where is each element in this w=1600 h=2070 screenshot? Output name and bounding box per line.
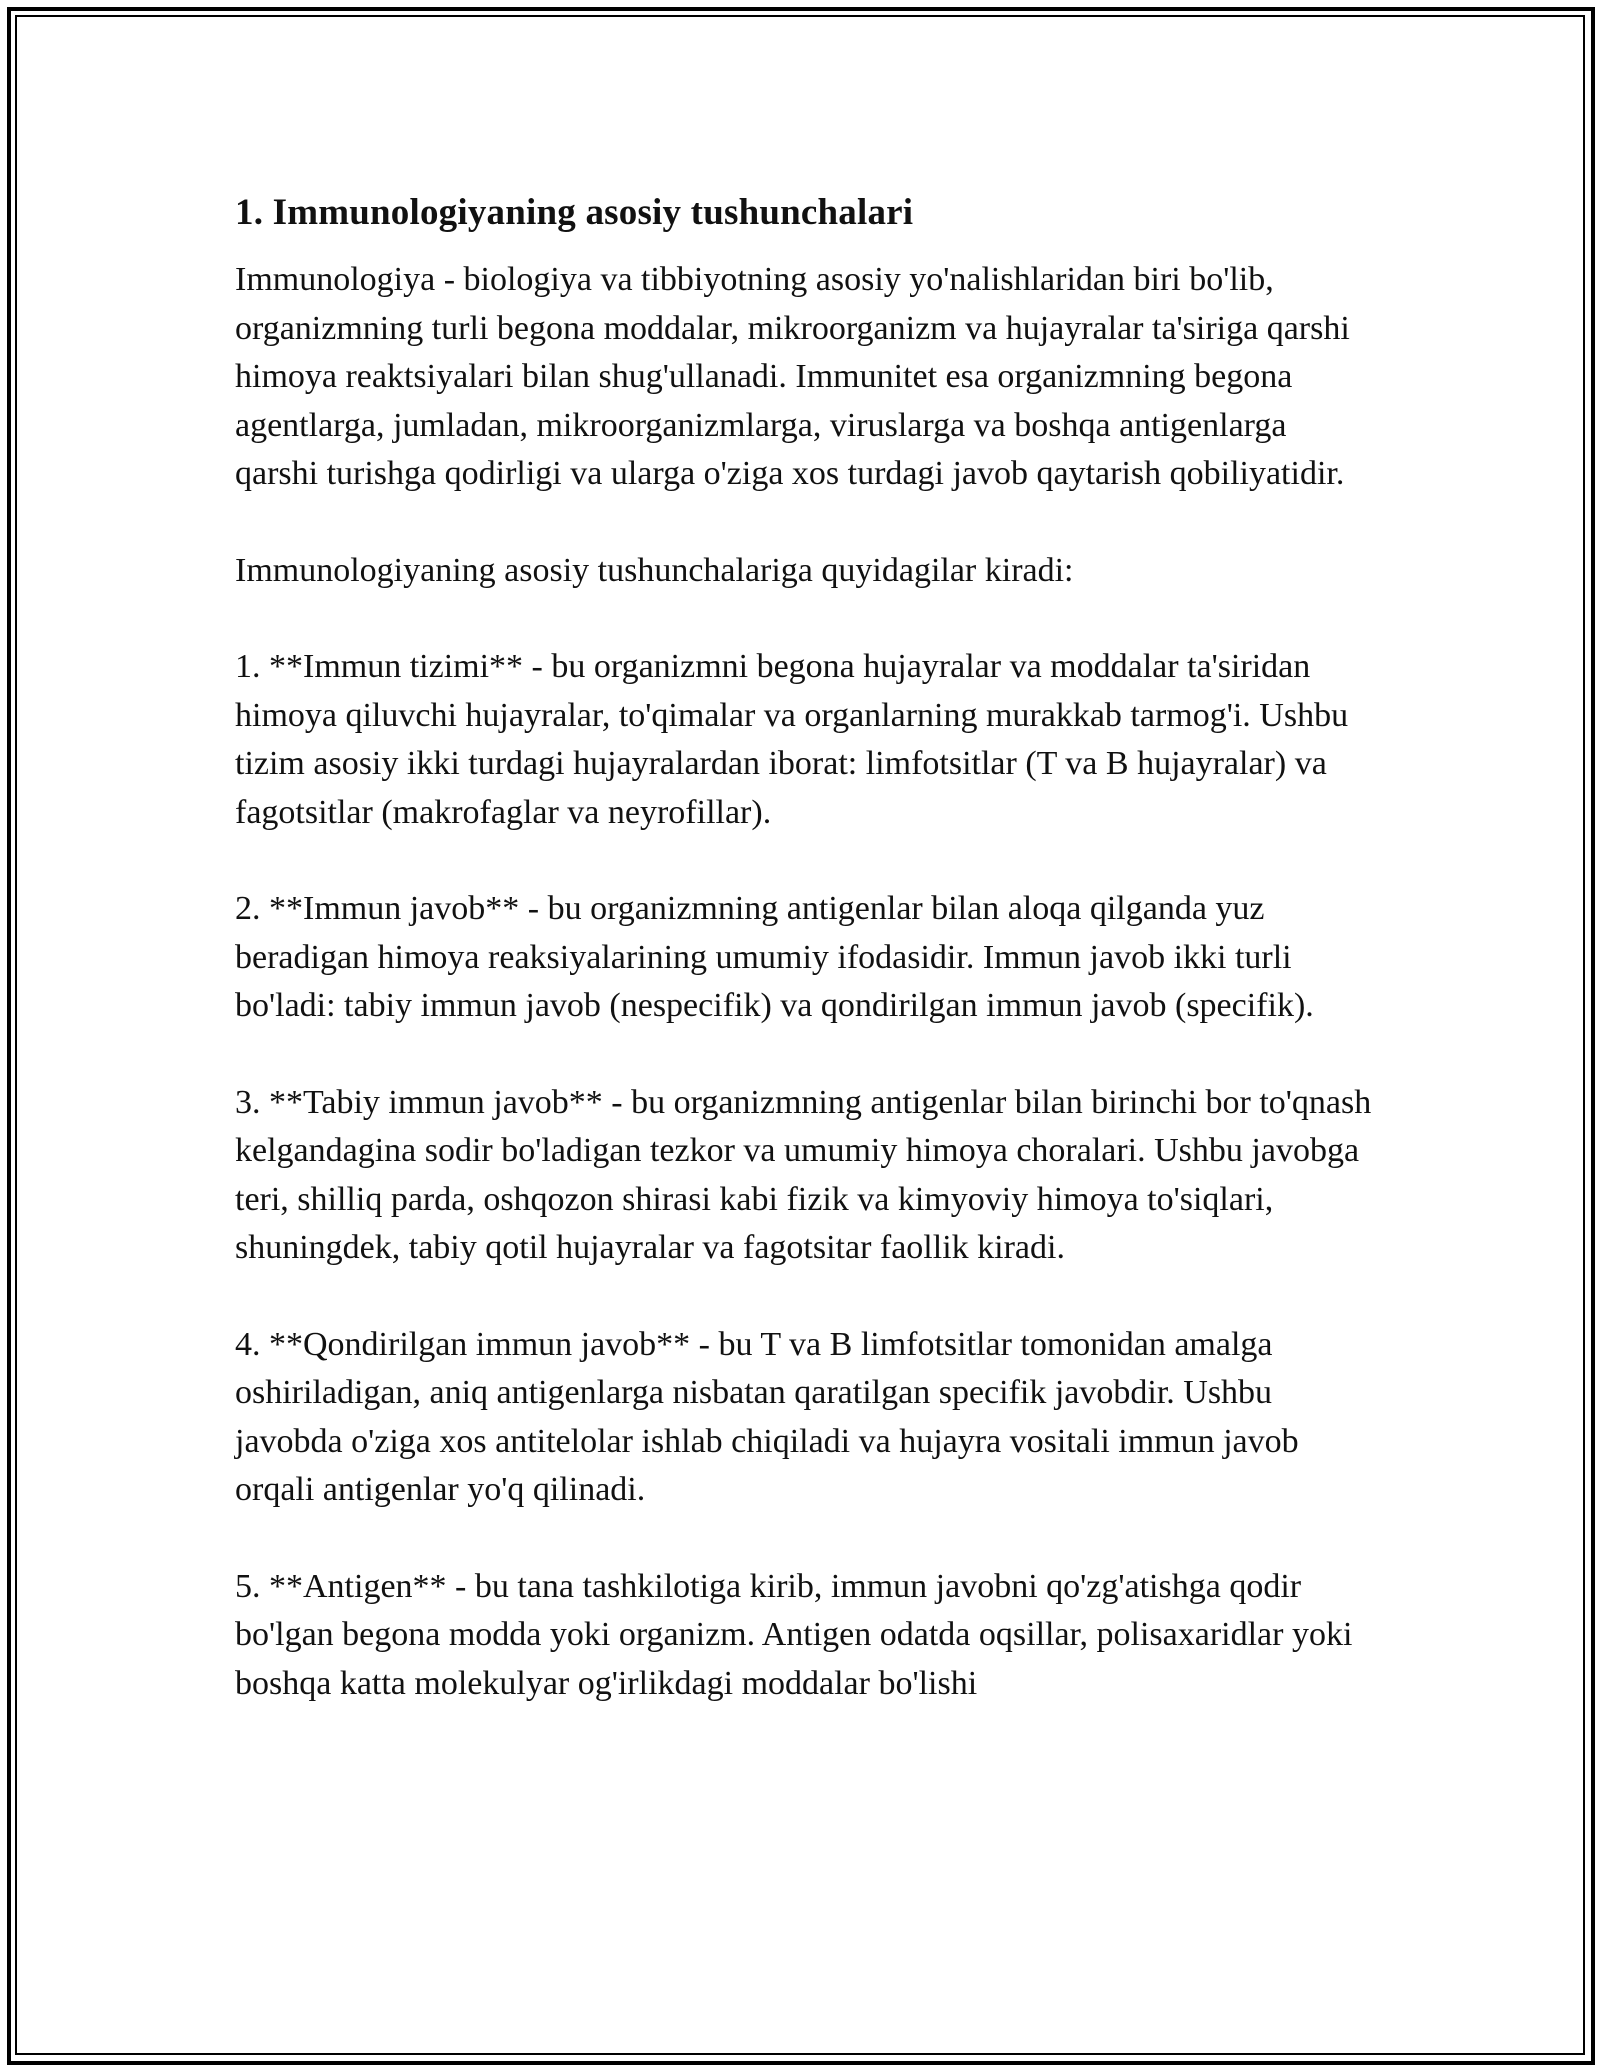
document-heading: 1. Immunologiyaning asosiy tushunchalari <box>235 192 914 233</box>
list-intro-paragraph: Immunologiyaning asosiy tushunchalariga quyidagilar kiradi: <box>235 551 1074 589</box>
document-body <box>235 188 1375 1756</box>
list-item-immun-javob: 2. **Immun javob** - bu organizmning antigenlar bilan aloqa qilganda yuz beradigan himoya reaksiyalarining umumiy ifodasidir. Immun javob ikki turli bo'ladi: tabiy immun javob (nespecifik) va qondirilgan immun javob (specifik). <box>235 890 1314 1024</box>
list-item-tabiy-immun-javob: 3. **Tabiy immun javob** - bu organizmning antigenlar bilan birinchi bor to'qnash kelgandagina sodir bo'ladigan tezkor va umumiy himoya choralari. Ushbu javobga teri, shilliq parda, oshqozon shirasi kabi fizik va kimyoviy himoya to'siqlari, shuningdek, tabiy qotil hujayralar va fagotsitar faollik kiradi. <box>235 1083 1372 1266</box>
list-item-antigen: 5. **Antigen** - bu tana tashkilotiga kirib, immun javobni qo'zg'atishga qodir bo'lgan begona modda yoki organizm. Antigen odatda oqsillar, polisaxaridlar yoki boshqa katta molekulyar og'irlikdagi moddalar bo'lishi <box>235 1567 1353 1702</box>
intro-paragraph: Immunologiya - biologiya va tibbiyotning asosiy yo'nalishlaridan biri bo'lib, organizmning turli begona moddalar, mikroorganizm va hujayralar ta'siriga qarshi himoya reaktsiyalari bilan shug'ullanadi. Immunitet esa organizmning begona agentlarga, jumladan, mikroorganizmlarga, viruslarga va boshqa antigenlarga qarshi turishga qodirligi va ularga o'ziga xos turdagi javob qaytarish qobiliyatidir. <box>235 261 1350 492</box>
list-item-qondirilgan-immun-javob: 4. **Qondirilgan immun javob** - bu T va B limfotsitlar tomonidan amalga oshiriladigan, aniq antigenlarga nisbatan qaratilgan specifik javobdir. Ushbu javobda o'ziga xos antitelolar ishlab chiqiladi va hujayra vositali immun javob orqali antigenlar yo'q qilinadi. <box>235 1325 1299 1508</box>
list-item-immun-tizimi: 1. **Immun tizimi** - bu organizmni begona hujayralar va moddalar ta'siridan himoya qiluvchi hujayralar, to'qimalar va organlarning murakkab tarmog'i. Ushbu tizim asosiy ikki turdagi hujayralardan iborat: limfotsitlar (T va B hujayralar) va fagotsitlar (makrofaglar va neyrofillar). <box>235 648 1349 831</box>
